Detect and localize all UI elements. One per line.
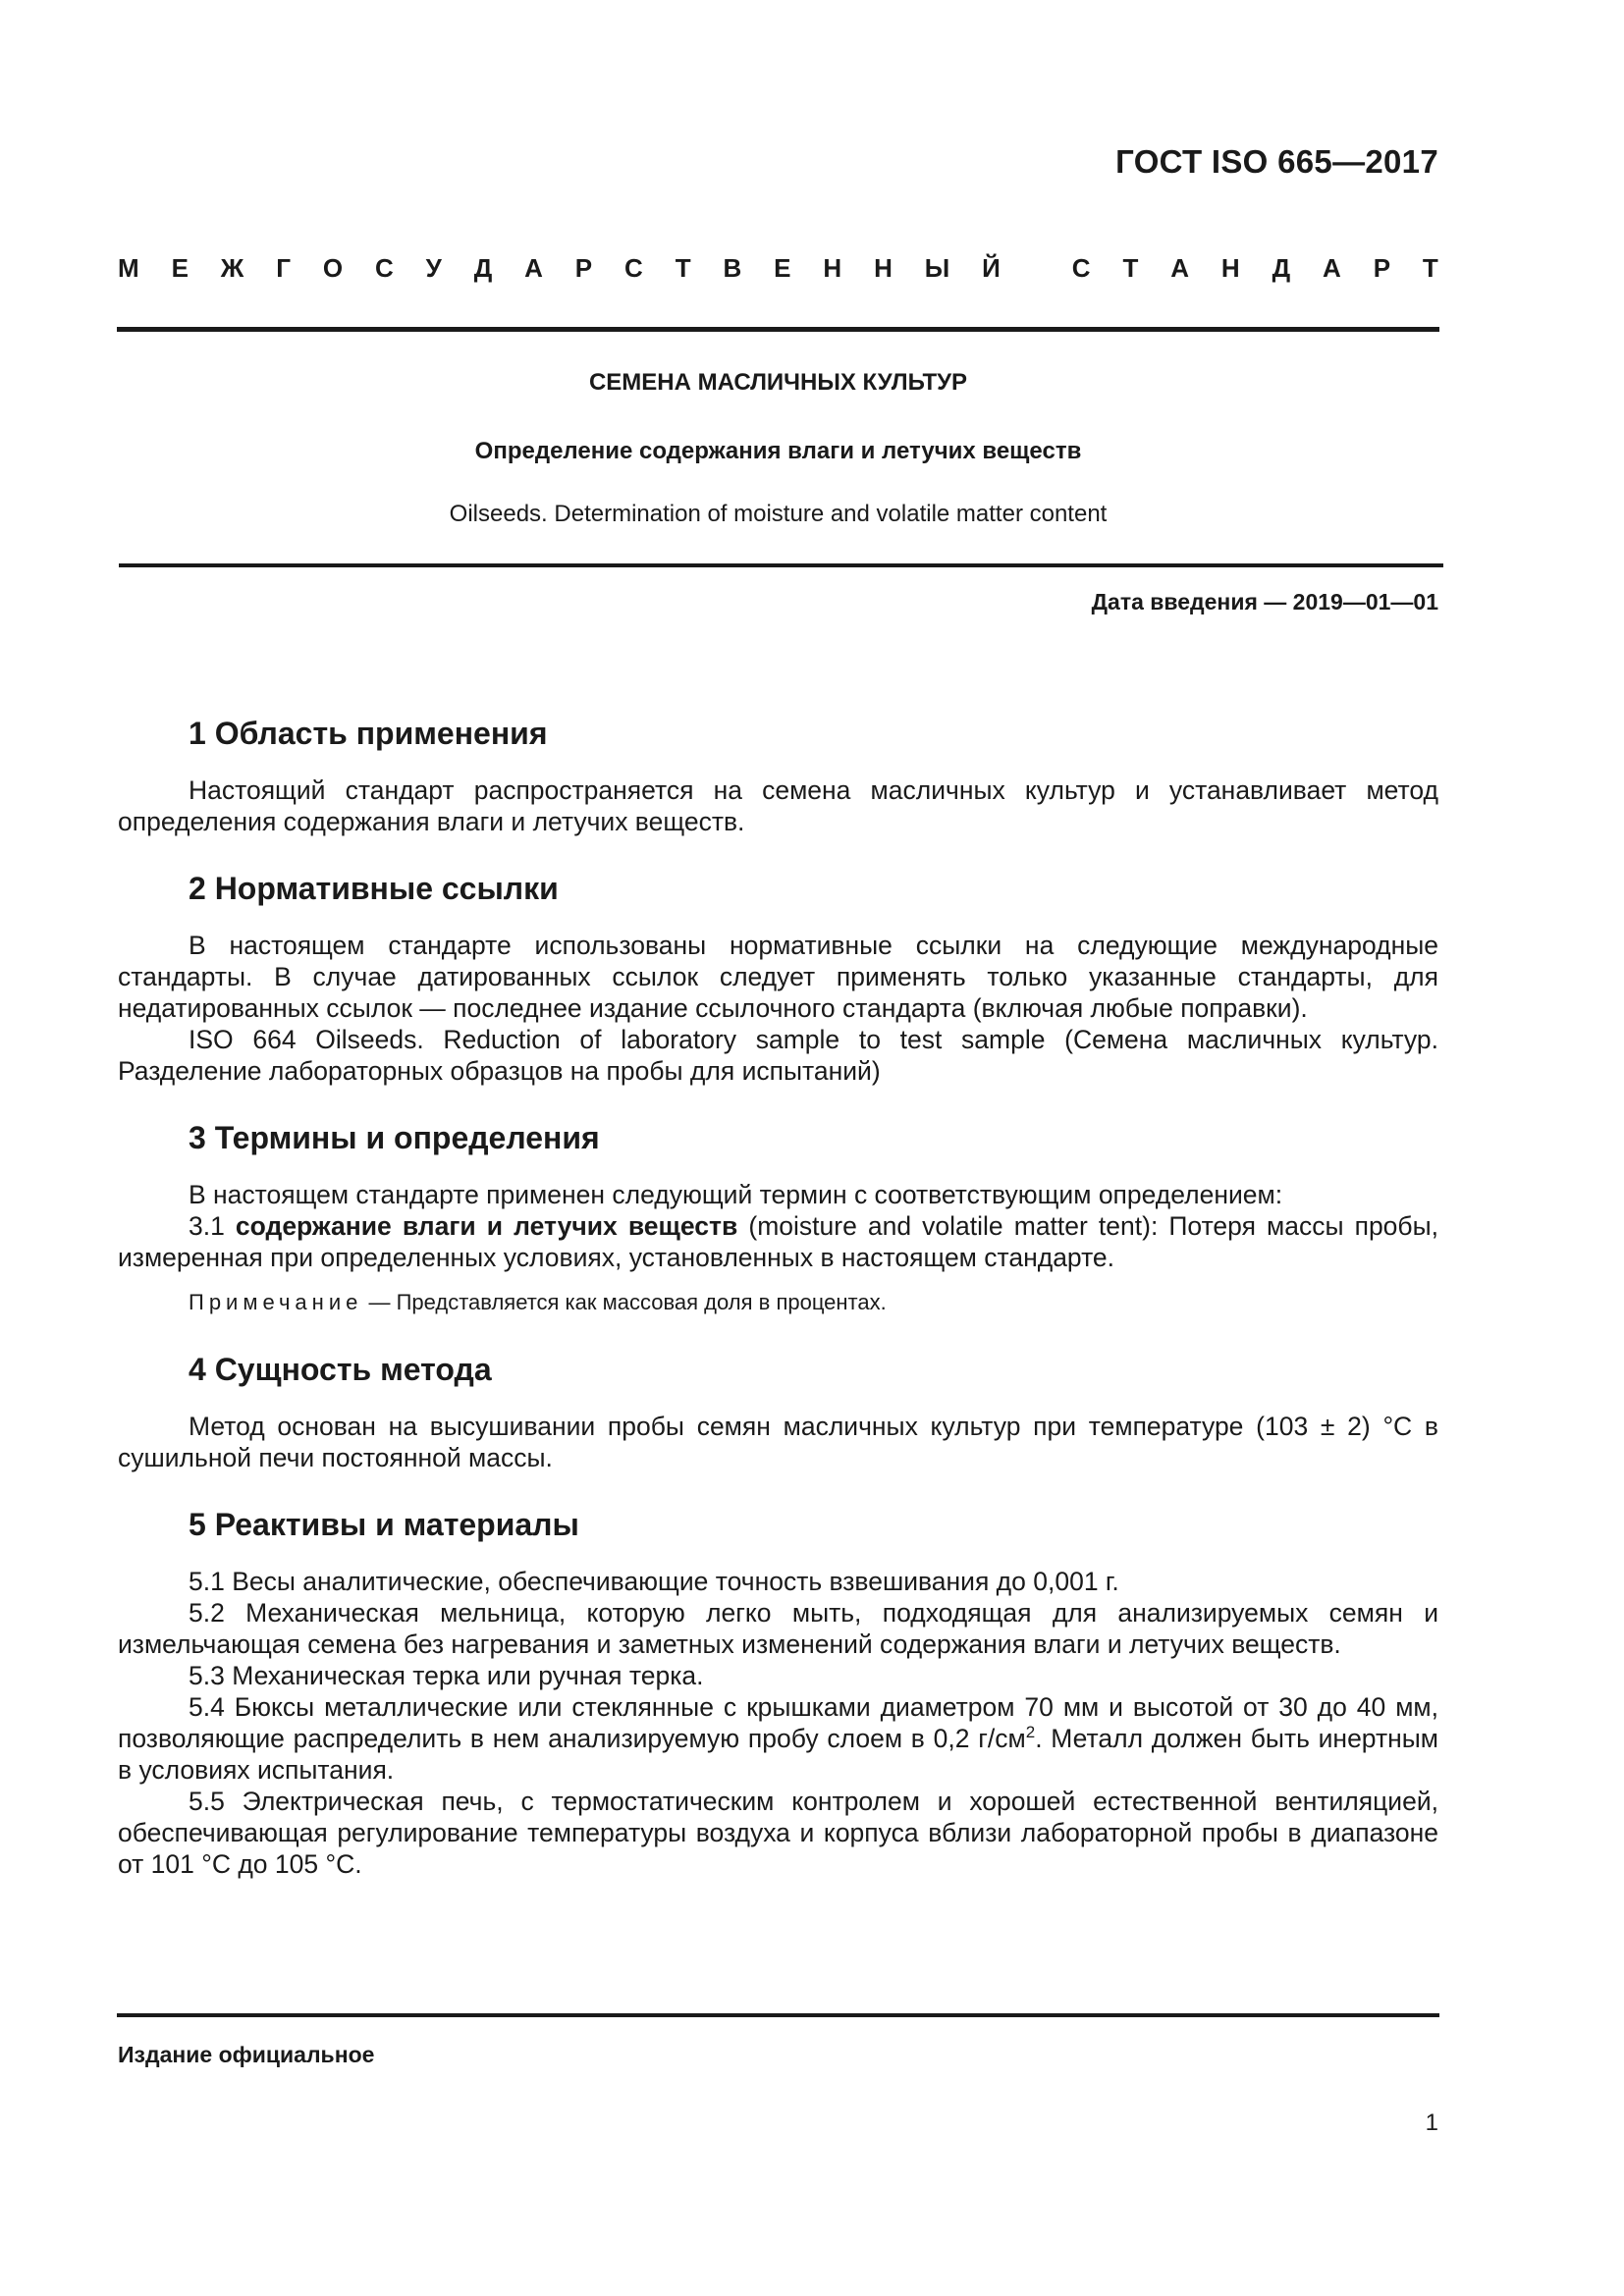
heading-letter: А xyxy=(1323,253,1341,283)
paragraph: ISO 664 Oilseeds. Reduction of laboratory sample to test sample (Семена масличных культур. Разделение лабораторных образцов на пробы для испытаний) xyxy=(118,1025,1438,1086)
section-3 xyxy=(118,1118,1438,1318)
heading-letter: Т xyxy=(1422,253,1438,283)
footer-divider xyxy=(117,2013,1439,2017)
standard-type-heading xyxy=(118,253,1438,284)
heading-letter: Ы xyxy=(924,253,950,283)
document-subtitle: Определение содержания влаги и летучих веществ xyxy=(474,438,1082,464)
superscript: 2 xyxy=(1025,1723,1036,1742)
heading-letter: Т xyxy=(1122,253,1139,283)
page-number: 1 xyxy=(1425,2109,1438,2136)
heading-letter: А xyxy=(1170,253,1190,283)
title-divider xyxy=(119,563,1443,567)
section-heading: 1 Область применения xyxy=(189,716,548,751)
paragraph: Настоящий стандарт распространяется на семена масличных культур и устанавливает метод определения содержания влаги и летучих веществ. xyxy=(118,775,1438,836)
note xyxy=(118,1287,1438,1318)
section-2 xyxy=(118,869,1438,1087)
introduction-date: Дата введения — 2019—01—01 xyxy=(1091,589,1438,614)
heading-letter: С xyxy=(1071,253,1091,283)
heading-letter: Р xyxy=(1373,253,1391,283)
heading-letter: С xyxy=(374,253,394,283)
heading-letter: Е xyxy=(774,253,791,283)
heading-letter: М xyxy=(118,253,139,283)
heading-letter: Н xyxy=(823,253,842,283)
heading-letter: Т xyxy=(675,253,691,283)
heading-letter: Й xyxy=(982,253,1001,283)
text-run: . Металл должен быть инертным в условиях испытания. xyxy=(118,1724,1438,1785)
section-5 xyxy=(118,1505,1438,1880)
gost-number: ГОСТ ISO 665—2017 xyxy=(1115,143,1438,180)
term-number: 3.1 xyxy=(189,1211,236,1241)
heading-letter: В xyxy=(723,253,742,283)
heading-letter: Р xyxy=(574,253,593,283)
paragraph: 5.1 Весы аналитические, обеспечивающие точность взвешивания до 0,001 г. xyxy=(189,1567,1119,1596)
heading-letter xyxy=(1033,253,1040,284)
heading-letter: Ж xyxy=(220,253,244,283)
section-heading: 4 Сущность метода xyxy=(189,1352,492,1387)
heading-letter: Д xyxy=(473,253,493,283)
document-english-title: Oilseeds. Determination of moisture and volatile matter content xyxy=(449,501,1108,527)
heading-letter: Е xyxy=(171,253,189,283)
heading-letter: У xyxy=(425,253,442,283)
heading-letter: Н xyxy=(1220,253,1240,283)
paragraph xyxy=(118,1691,1438,1786)
document-title: СЕМЕНА МАСЛИЧНЫХ КУЛЬТУР xyxy=(588,369,968,396)
note-label: Примечание xyxy=(189,1290,363,1314)
note-text: — Представляется как массовая доля в процентах. xyxy=(362,1290,887,1314)
heading-letter: А xyxy=(524,253,543,283)
term-definition: (moisture and volatile matter tent): Потеря массы пробы, измеренная при определенных условиях, установленных в настоящем стандарте. xyxy=(118,1211,1439,1272)
term: содержание влаги и летучих веществ xyxy=(235,1211,738,1241)
heading-letter: Д xyxy=(1272,253,1291,283)
paragraph: В настоящем стандарте использованы нормативные ссылки на следующие международные стандарты. В случае датированных ссылок следует применять только указанные стандарты, для недатированных ссылок — последнее издание ссылочного стандарта (включая любые поправки). xyxy=(118,931,1438,1023)
heading-letter: Н xyxy=(874,253,893,283)
text-run: 5.4 Бюксы металлические или стеклянные с крышками диаметром 70 мм и высотой от 30 до 40 мм, позволяющие распределить в нем анализируемую пробу слоем в 0,2 г/см xyxy=(118,1692,1438,1753)
paragraph: 5.3 Механическая терка или ручная терка. xyxy=(189,1661,704,1690)
heading-letter: С xyxy=(624,253,643,283)
paragraph: 5.5 Электрическая печь, с термостатическим контролем и хорошей естественной вентиляцией, обеспечивающая регулирование температуры воздуха и корпуса вблизи лабораторной пробы в диапазоне от 101 °С до 105 °С. xyxy=(118,1787,1438,1879)
edition-label: Издание официальное xyxy=(118,2042,375,2067)
paragraph: В настоящем стандарте применен следующий термин с соответствующим определением: xyxy=(189,1180,1283,1209)
paragraph: 5.2 Механическая мельница, которую легко мыть, подходящая для анализируемых семян и измельчающая семена без нагревания и заметных изменений содержания влаги и летучих веществ. xyxy=(118,1598,1438,1659)
document-body xyxy=(118,714,1438,1911)
section-heading: 3 Термины и определения xyxy=(189,1120,600,1155)
top-divider xyxy=(117,327,1439,332)
heading-letter: Г xyxy=(276,253,291,283)
paragraph: Метод основан на высушивании пробы семян масличных культур при температуре (103 ± 2) °С в сушильной печи постоянной массы. xyxy=(118,1412,1438,1472)
heading-letter: О xyxy=(322,253,344,283)
section-1 xyxy=(118,714,1438,837)
definition-paragraph xyxy=(118,1210,1438,1273)
section-heading: 5 Реактивы и материалы xyxy=(189,1507,579,1542)
section-heading: 2 Нормативные ссылки xyxy=(189,871,559,906)
section-4 xyxy=(118,1350,1438,1473)
